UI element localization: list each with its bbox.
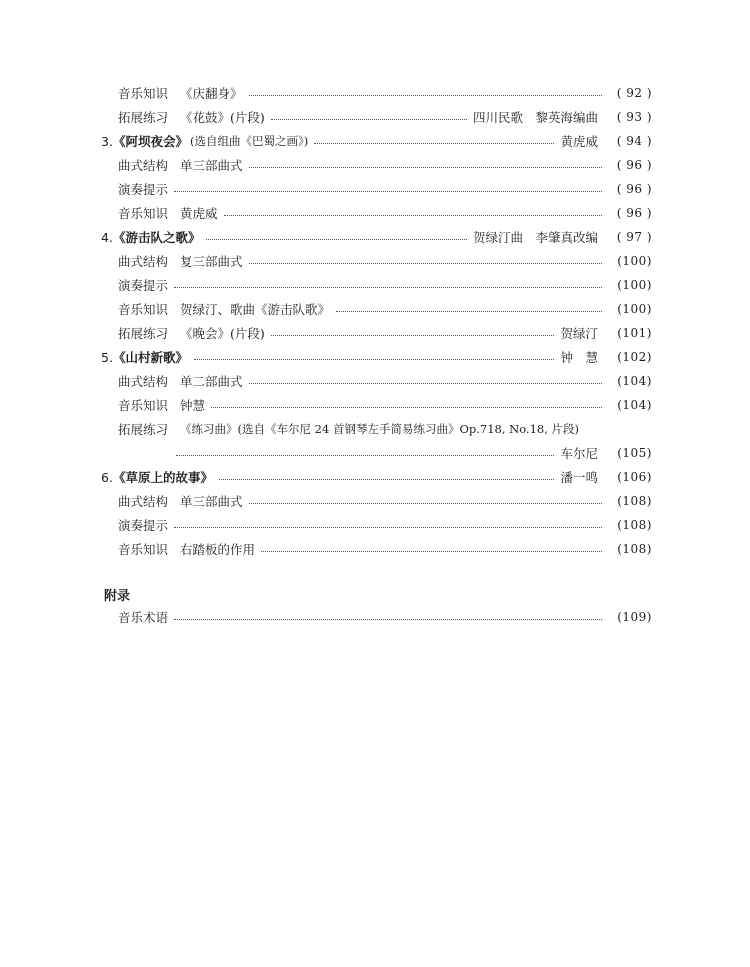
entry-label: 演奏提示 [118,182,169,197]
page-number: ( 92 ) [616,86,652,100]
dot-leader [249,254,602,268]
page-number: (101) [617,326,652,340]
entry-subject: 《练习曲》(选自《车尔尼 24 首钢琴左手简易练习曲》Op.718, No.18, 片段) [180,422,580,436]
toc-entry[interactable] [0,490,750,512]
page-number: (102) [617,350,652,364]
toc-entry[interactable] [0,82,750,104]
page-number: (108) [617,494,652,508]
toc-entry[interactable] [0,418,750,440]
toc-chapter-entry[interactable] [0,466,750,488]
dot-leader [336,302,602,316]
toc-entry[interactable] [0,514,750,536]
entry-author: 钟 慧 [560,350,598,365]
page-number: ( 94 ) [616,134,652,148]
entry-subject: (选自组曲《巴蜀之画》) [189,134,309,148]
entry-title: 《游击队之歌》 [112,230,201,245]
entry-label: 曲式结构 [118,374,169,389]
entry-label: 演奏提示 [118,518,169,533]
entry-author: 四川民歌 黎英海编曲 [472,110,598,125]
toc-entry[interactable] [0,154,750,176]
dot-leader [176,446,554,460]
entry-subject: 单三部曲式 [180,158,243,173]
entry-subject: 《花鼓》(片段) [180,110,265,125]
page-number: (108) [617,518,652,532]
dot-leader [249,158,602,172]
entry-title: 《草原上的故事》 [112,470,213,485]
entry-label: 音乐知识 [118,542,169,557]
entry-number: 6. [101,469,113,485]
toc-chapter-entry[interactable] [0,130,750,152]
entry-author: 贺绿汀 [560,326,598,341]
dot-leader [261,542,602,556]
toc-entry[interactable] [0,322,750,344]
toc-entry-continuation[interactable] [0,442,750,464]
dot-leader [211,398,602,412]
entry-author: 黄虎威 [560,134,598,149]
entry-label: 曲式结构 [118,494,169,509]
entry-label: 音乐术语 [118,610,169,625]
entry-subject: 《晚会》(片段) [180,326,265,341]
entry-label: 曲式结构 [118,158,169,173]
page-number: (104) [617,374,652,388]
page-number: ( 96 ) [616,182,652,196]
dot-leader [219,470,555,484]
entry-author: 潘一鸣 [560,470,598,485]
entry-subject: 贺绿汀、歌曲《游击队歌》 [180,302,331,317]
entry-subject: 单三部曲式 [180,494,243,509]
dot-leader [174,518,602,532]
entry-label: 音乐知识 [118,398,169,413]
entry-label: 拓展练习 [118,422,169,437]
page-number: ( 93 ) [616,110,652,124]
page-number: (105) [617,446,652,460]
toc-entry[interactable] [0,250,750,272]
dot-leader [174,182,602,196]
appendix-heading: 附录 [104,589,131,604]
entry-author: 车尔尼 [560,446,598,461]
toc-entry[interactable] [0,370,750,392]
toc-entry[interactable] [0,106,750,128]
toc-chapter-entry[interactable] [0,226,750,248]
entry-number: 3. [101,133,113,149]
dot-leader [249,374,602,388]
page-number: ( 96 ) [616,158,652,172]
toc-entry[interactable] [0,178,750,200]
toc-entry[interactable] [0,298,750,320]
dot-leader [206,230,467,244]
toc-entry[interactable] [0,538,750,560]
entry-label: 音乐知识 [118,86,169,101]
entry-title: 《阿坝夜会》 [112,134,188,149]
entry-number: 5. [101,349,113,365]
entry-label: 音乐知识 [118,302,169,317]
page-number: (100) [617,278,652,292]
entry-subject: 黄虎威 [180,206,218,221]
dot-leader [271,326,555,340]
dot-leader [271,110,467,124]
dot-leader [224,206,602,220]
toc-entry[interactable] [0,606,750,628]
entry-title: 《山村新歌》 [112,350,188,365]
entry-label: 曲式结构 [118,254,169,269]
page-number: (108) [617,542,652,556]
page-number: ( 96 ) [616,206,652,220]
entry-label: 音乐知识 [118,206,169,221]
page-number: (106) [617,470,652,484]
entry-subject: 《庆翻身》 [180,86,243,101]
entry-author: 贺绿汀曲 李肇真改编 [472,230,598,245]
page-number: ( 97 ) [616,230,652,244]
entry-label: 拓展练习 [118,326,169,341]
entry-subject: 单二部曲式 [180,374,243,389]
toc-entry[interactable] [0,202,750,224]
page-number: (100) [617,302,652,316]
entry-subject: 右踏板的作用 [180,542,256,557]
entry-label: 拓展练习 [118,110,169,125]
entry-label: 演奏提示 [118,278,169,293]
dot-leader [194,350,555,364]
page-number: (100) [617,254,652,268]
dot-leader [314,134,554,148]
dot-leader [174,610,602,624]
toc-chapter-entry[interactable] [0,346,750,368]
dot-leader [174,278,602,292]
dot-leader [249,86,602,100]
entry-number: 4. [101,229,113,245]
toc-entry[interactable] [0,274,750,296]
dot-leader [249,494,602,508]
entry-subject: 钟慧 [180,398,206,413]
toc-entry[interactable] [0,394,750,416]
page-number: (109) [617,610,652,624]
entry-subject: 复三部曲式 [180,254,243,269]
page-number: (104) [617,398,652,412]
